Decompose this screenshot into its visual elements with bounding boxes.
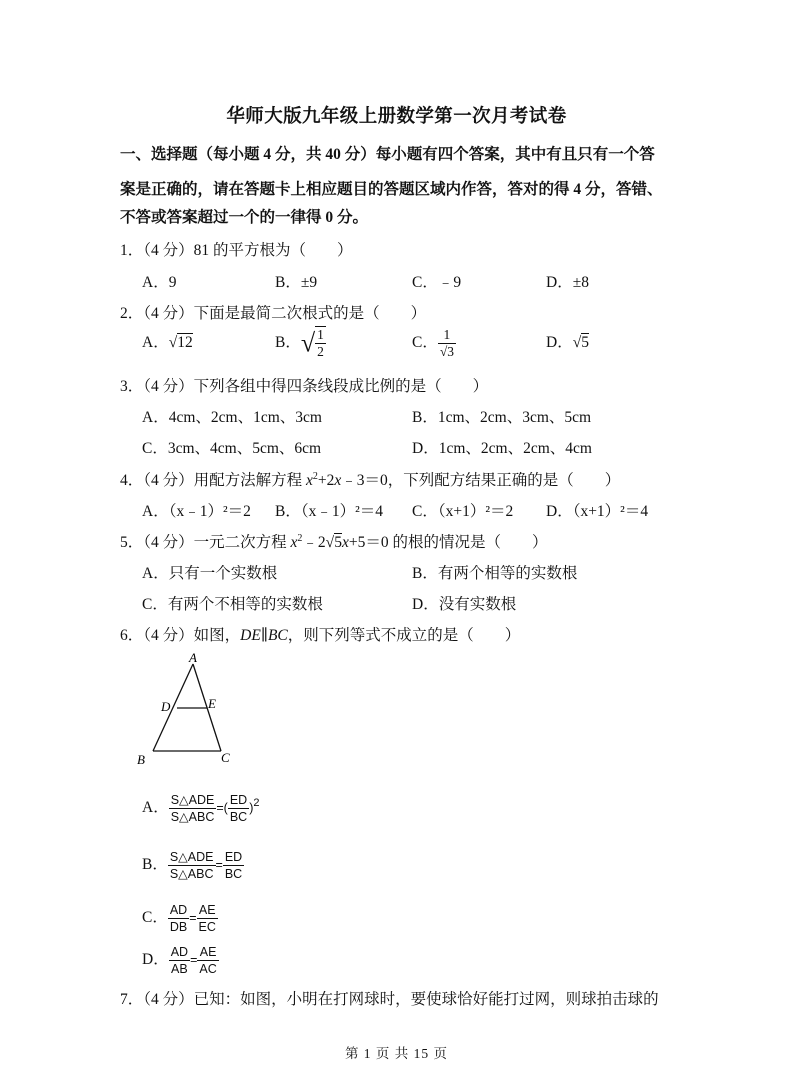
fraction bbox=[223, 849, 244, 882]
question-6-option-b bbox=[142, 842, 244, 888]
stem-text: 6．（4 分）如图， bbox=[120, 627, 241, 644]
exponent: 2 bbox=[253, 797, 260, 809]
stem-text: ﹣2 bbox=[302, 534, 326, 551]
triangle-figure bbox=[135, 650, 245, 770]
option-label: D． bbox=[142, 951, 169, 968]
variable: x bbox=[334, 472, 342, 489]
denominator: S△ABC bbox=[170, 810, 215, 825]
fraction bbox=[315, 326, 326, 360]
question-5-option-a: A．只有一个实数根 bbox=[142, 565, 278, 582]
section-instructions-line2: 案是正确的，请在答题卡上相应题目的答题区域内作答，答对的得 4 分，答错、 bbox=[120, 181, 663, 198]
fraction bbox=[168, 902, 189, 935]
question-7-stem: 7．（4 分）已知：如图，小明在打网球时，要使球恰好能打过网，则球拍击球的 bbox=[120, 991, 659, 1008]
denominator: S△ABC bbox=[169, 866, 214, 881]
vertex-label-c: C bbox=[221, 750, 230, 765]
denominator: DB bbox=[169, 919, 188, 934]
operator: ) bbox=[249, 801, 254, 816]
exponent: 2 bbox=[297, 532, 303, 544]
section-instructions-line3: 不答或答案超过一个的一律得 0 分。 bbox=[120, 209, 369, 226]
stem-text: ，则下列等式不成立的是（ ） bbox=[287, 627, 521, 644]
radicand: 5 bbox=[334, 534, 342, 551]
fraction bbox=[169, 792, 217, 825]
question-3-option-b: B．1cm、2cm、3cm、5cm bbox=[412, 409, 592, 426]
question-5-option-c: C．有两个不相等的实数根 bbox=[142, 596, 323, 613]
question-4-option-b: B．（x﹣1）²＝4 bbox=[275, 503, 383, 520]
question-1-option-a: A．9 bbox=[142, 274, 177, 291]
sqrt-icon: √ bbox=[168, 334, 178, 351]
page-title: 华师大版九年级上册数学第一次月考试卷 bbox=[226, 107, 567, 127]
question-6-stem bbox=[120, 623, 520, 645]
question-2-option-c bbox=[412, 325, 456, 365]
sqrt-icon: √ bbox=[439, 343, 448, 359]
question-6-option-d bbox=[142, 940, 219, 980]
denominator: BC bbox=[229, 810, 248, 825]
question-1-option-b: B．±9 bbox=[275, 274, 318, 291]
denominator: EC bbox=[198, 919, 216, 934]
question-4-option-a: A．（x﹣1）²＝2 bbox=[142, 503, 251, 520]
question-6-option-c bbox=[142, 898, 218, 938]
sqrt-icon: √ bbox=[325, 534, 335, 551]
numerator: S△ADE bbox=[169, 849, 214, 864]
denominator: BC bbox=[224, 866, 243, 881]
stem-text: 5．（4 分）一元二次方程 bbox=[120, 534, 291, 551]
denominator: AC bbox=[199, 961, 217, 976]
option-label: C． bbox=[412, 334, 438, 351]
denominator: 2 bbox=[317, 344, 324, 360]
question-1-option-d: D．±8 bbox=[546, 274, 589, 291]
sqrt-icon: √ bbox=[572, 334, 582, 351]
option-label: D． bbox=[546, 334, 573, 351]
fraction bbox=[169, 944, 190, 977]
question-4-option-c: C．（x+1）²＝2 bbox=[412, 503, 514, 520]
numerator: ED bbox=[229, 793, 248, 808]
numerator: AD bbox=[170, 944, 189, 959]
section-instructions-line1: 一、选择题（每小题 4 分，共 40 分）每小题有四个答案，其中有且只有一个答 bbox=[120, 146, 655, 163]
operator: =( bbox=[216, 801, 228, 816]
fraction bbox=[228, 792, 249, 825]
operator: = bbox=[215, 858, 223, 872]
option-label: A． bbox=[142, 799, 169, 817]
question-2-option-b bbox=[275, 325, 326, 361]
vertex-label-a: A bbox=[189, 650, 197, 665]
operator: = bbox=[189, 911, 197, 925]
fraction bbox=[197, 902, 218, 935]
question-5-option-b: B．有两个相等的实数根 bbox=[412, 565, 578, 582]
question-3-stem: 3．（4 分）下列各组中得四条线段成比例的是（ ） bbox=[120, 378, 489, 395]
operator: = bbox=[190, 953, 198, 967]
radicand: 12 bbox=[177, 334, 193, 351]
question-4-option-d: D．（x+1）²＝4 bbox=[546, 503, 649, 520]
question-2-stem: 2．（4 分）下面是最简二次根式的是（ ） bbox=[120, 305, 427, 322]
question-6-option-a bbox=[142, 780, 260, 826]
stem-text: 4．（4 分）用配方法解方程 bbox=[120, 472, 307, 489]
numerator: AD bbox=[169, 902, 188, 917]
question-3-option-a: A．4cm、2cm、1cm、3cm bbox=[142, 409, 322, 426]
option-label: B． bbox=[142, 856, 168, 873]
variable: x bbox=[290, 534, 298, 551]
option-label: B． bbox=[275, 334, 301, 351]
question-1-stem: 1．（4 分）81 的平方根为（ ） bbox=[120, 242, 353, 259]
vertex-label-e: E bbox=[208, 696, 216, 711]
numerator: 1 bbox=[438, 327, 456, 344]
variable: x bbox=[306, 472, 313, 489]
option-label: C． bbox=[142, 909, 168, 926]
exponent: 2 bbox=[312, 470, 318, 482]
question-2-option-a bbox=[142, 325, 193, 361]
option-label: A． bbox=[142, 334, 169, 351]
vertex-label-b: B bbox=[137, 752, 145, 767]
fraction bbox=[168, 849, 216, 882]
parallel-condition: DE∥BC bbox=[240, 627, 288, 644]
question-5-stem bbox=[120, 530, 547, 552]
stem-text: +5＝0 的根的情况是（ ） bbox=[348, 534, 548, 551]
numerator: S△ADE bbox=[170, 793, 215, 808]
radicand: 5 bbox=[581, 334, 589, 351]
question-3-option-d: D．1cm、2cm、2cm、4cm bbox=[412, 440, 592, 457]
denominator: AB bbox=[171, 961, 188, 976]
fraction bbox=[438, 327, 456, 360]
fraction bbox=[197, 944, 218, 977]
numerator: ED bbox=[224, 849, 243, 864]
numerator: AE bbox=[197, 902, 218, 919]
variable: x bbox=[341, 534, 349, 551]
vertex-label-d: D bbox=[161, 699, 171, 714]
stem-text: +2 bbox=[317, 472, 335, 489]
sqrt-icon: √ bbox=[300, 328, 316, 358]
question-5-option-d: D．没有实数根 bbox=[412, 596, 517, 613]
page-footer: 第 1 页 共 15 页 bbox=[344, 1046, 449, 1061]
question-2-option-d bbox=[546, 325, 589, 361]
radicand: 3 bbox=[447, 343, 455, 359]
question-3-option-c: C．3cm、4cm、5cm、6cm bbox=[142, 440, 322, 457]
question-4-stem bbox=[120, 468, 620, 490]
numerator: AE bbox=[197, 944, 218, 961]
numerator: 1 bbox=[317, 327, 324, 343]
stem-text: ﹣3＝0，下列配方结果正确的是（ ） bbox=[341, 472, 621, 489]
question-1-option-c: C．﹣9 bbox=[412, 274, 462, 291]
denominator bbox=[438, 344, 456, 360]
